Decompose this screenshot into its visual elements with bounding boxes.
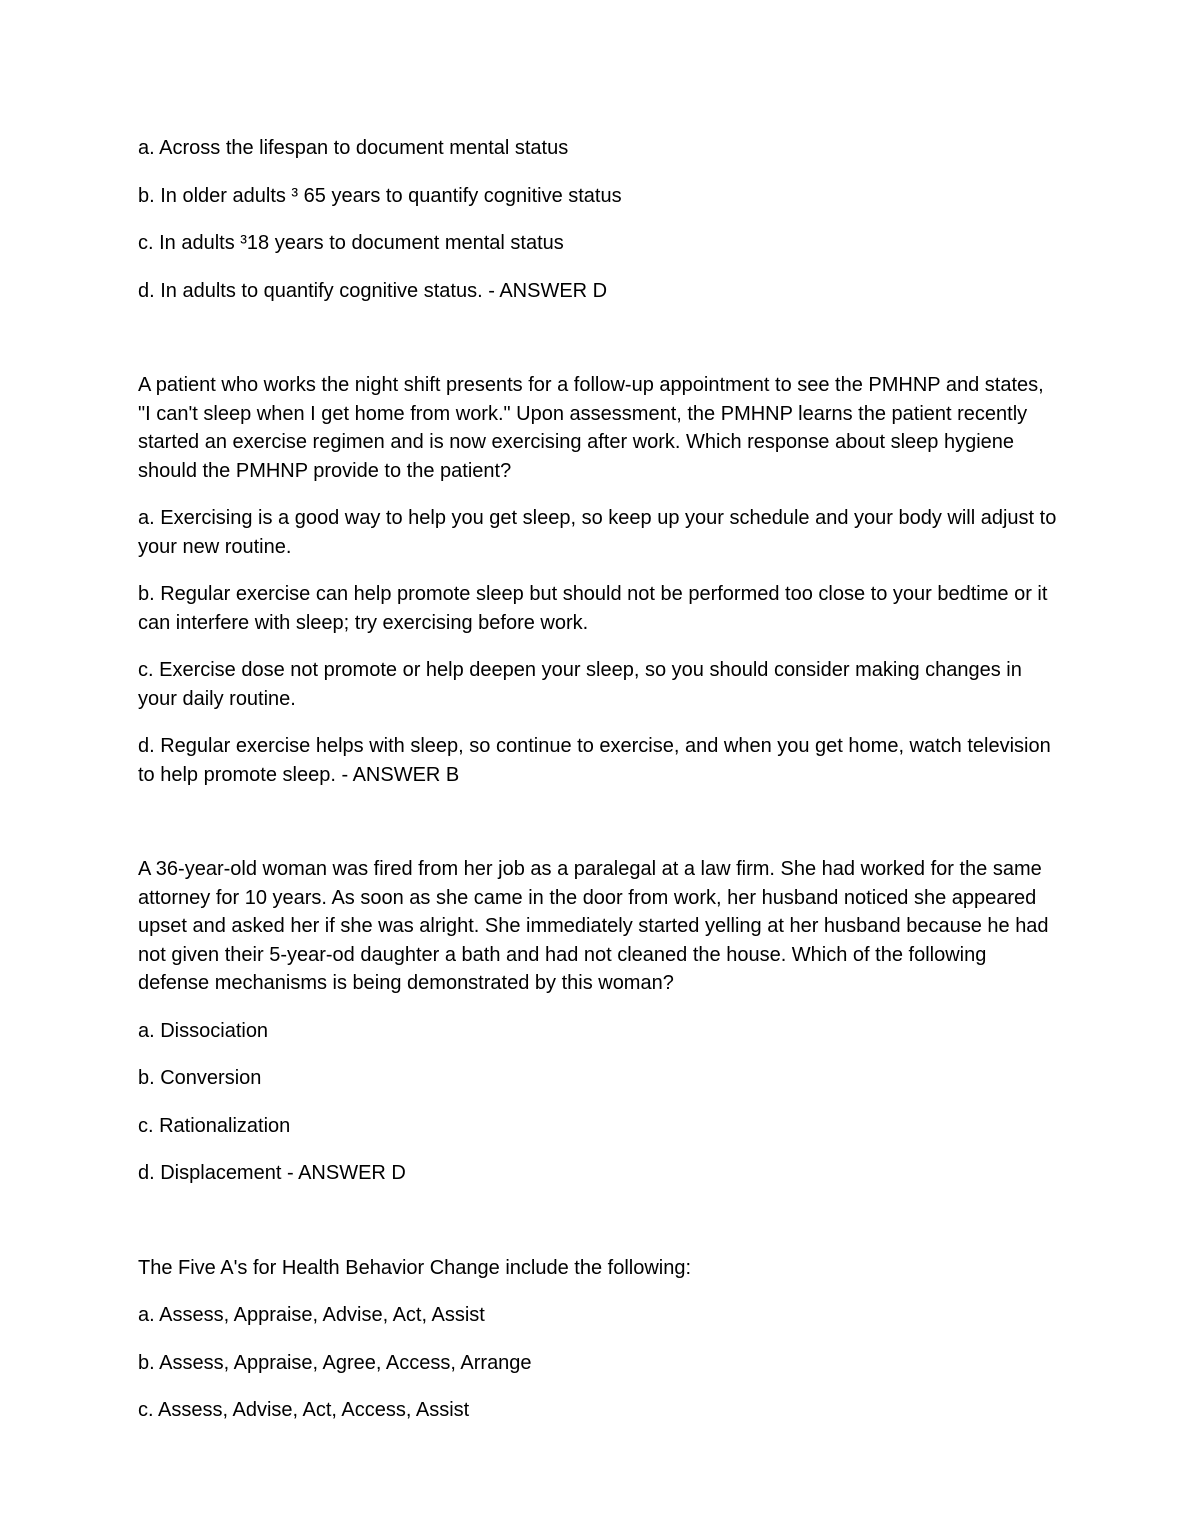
- answer-option: b. Conversion: [138, 1067, 262, 1089]
- answer-option: d. Regular exercise helps with sleep, so continue to exercise, and when you get home, watch television to help promote sleep. - ANSWER B: [138, 735, 1051, 786]
- answer-option: a. Dissociation: [138, 1019, 269, 1042]
- block-spacer: [138, 1207, 1058, 1254]
- answer-option: b. Regular exercise can help promote sleep but should not be performed too close to your bedtime or it can interfere with sleep; try exercising before work.: [138, 583, 1048, 634]
- block-spacer: [138, 324, 1058, 371]
- answer-option: d. Displacement - ANSWER D: [138, 1162, 406, 1184]
- answer-option: b. Assess, Appraise, Agree, Access, Arrange: [138, 1351, 532, 1374]
- question-stem: A 36-year-old woman was fired from her job as a paralegal at a law firm. She had worked for the same attorney for 10 years. As soon as she came in the door from work, her husband noticed she appeared upset and asked her if she was alright. She immediately started yelling at her husband because he had not given their 5-year-od daughter a bath and had not cleaned the house. Which of the following defense mechanisms is being demonstrated by this woman?: [138, 858, 1049, 994]
- question-block: [138, 855, 1058, 1188]
- answer-option: c. Exercise dose not promote or help deepen your sleep, so you should consider making changes in your daily routine.: [138, 659, 1022, 710]
- answer-option: c. Assess, Advise, Act, Access, Assist: [138, 1399, 470, 1421]
- question-block: [138, 1254, 1058, 1425]
- answer-option: a. Exercising is a good way to help you get sleep, so keep up your schedule and your body will adjust to your new routine.: [138, 507, 1057, 558]
- answer-option: c. In adults ³18 years to document mental status: [138, 232, 564, 254]
- question-stem: The Five A's for Health Behavior Change include the following:: [138, 1256, 692, 1279]
- document-page: [138, 134, 1058, 1444]
- answer-option: c. Rationalization: [138, 1114, 291, 1137]
- answer-option: b. In older adults ³ 65 years to quantify cognitive status: [138, 184, 622, 207]
- question-block: [138, 371, 1058, 789]
- answer-option: d. In adults to quantify cognitive status. - ANSWER D: [138, 279, 608, 302]
- answer-option: a. Across the lifespan to document mental status: [138, 137, 569, 159]
- answer-option: a. Assess, Appraise, Advise, Act, Assist: [138, 1304, 485, 1326]
- question-block: [138, 134, 1058, 305]
- block-spacer: [138, 808, 1058, 855]
- question-stem: A patient who works the night shift presents for a follow-up appointment to see the PMHNP and states, "I can't sleep when I get home from work." Upon assessment, the PMHNP learns the patient recently started an exercise regimen and is now exercising after work. Which response about sleep hygiene should the PMHNP provide to the patient?: [138, 374, 1044, 482]
